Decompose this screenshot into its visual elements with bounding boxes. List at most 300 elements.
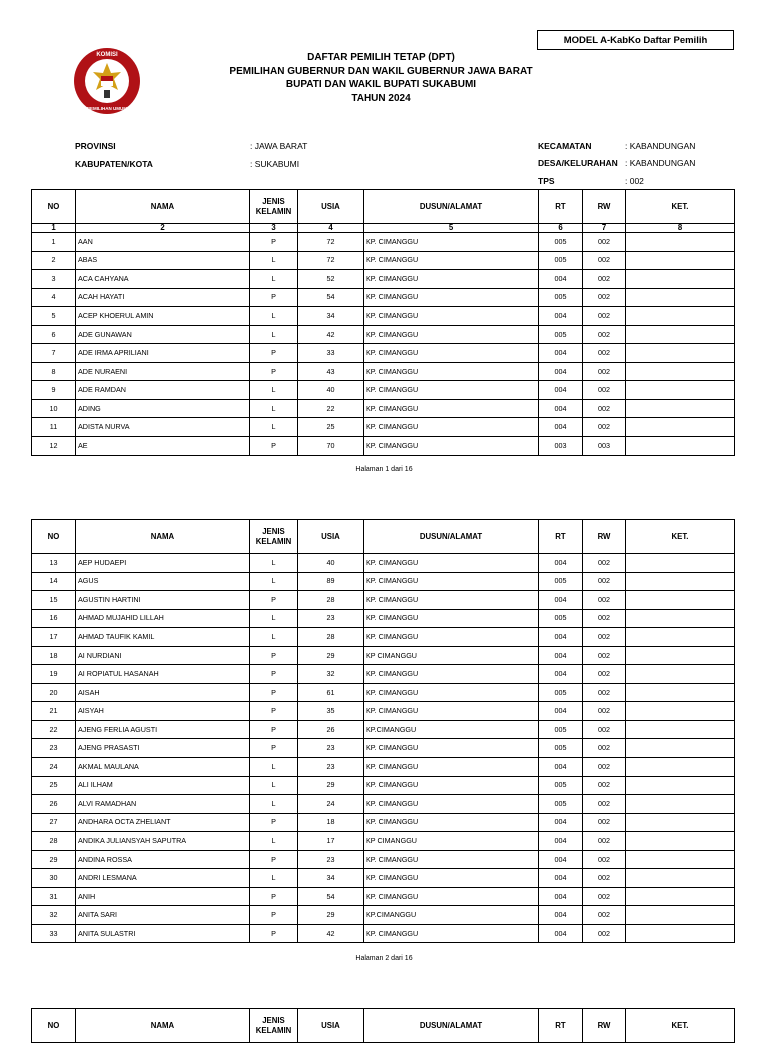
- cell-rw: 002: [583, 609, 626, 628]
- cell-ket: [626, 758, 735, 777]
- table-header-row: [32, 1009, 735, 1043]
- cell-no: 5: [32, 307, 76, 326]
- cell-nama: ADE RAMDAN: [76, 381, 250, 400]
- table-row: [32, 554, 735, 573]
- table-row: [32, 628, 735, 647]
- column-number: 2: [76, 224, 250, 233]
- cell-usia: 29: [298, 906, 364, 925]
- model-label: MODEL A-KabKo Daftar Pemilih: [537, 30, 734, 50]
- cell-jenis-kelamin: P: [250, 362, 298, 381]
- cell-rt: 005: [539, 795, 583, 814]
- column-header-rt: RT: [539, 1009, 583, 1043]
- cell-nama: ANITA SULASTRI: [76, 924, 250, 943]
- table-row: [32, 572, 735, 591]
- column-number: 3: [250, 224, 298, 233]
- column-header-rw: RW: [583, 1009, 626, 1043]
- cell-no: 30: [32, 869, 76, 888]
- cell-usia: 17: [298, 832, 364, 851]
- cell-jenis-kelamin: P: [250, 344, 298, 363]
- cell-nama: ABAS: [76, 251, 250, 270]
- cell-dusun-alamat: KP. CIMANGGU: [364, 887, 539, 906]
- cell-usia: 22: [298, 399, 364, 418]
- cell-usia: 72: [298, 251, 364, 270]
- cell-rt: 005: [539, 609, 583, 628]
- cell-usia: 61: [298, 683, 364, 702]
- voter-table-page-3: [31, 1008, 735, 1043]
- column-number: 7: [583, 224, 626, 233]
- cell-rt: 004: [539, 591, 583, 610]
- cell-dusun-alamat: KP. CIMANGGU: [364, 418, 539, 437]
- cell-jenis-kelamin: L: [250, 628, 298, 647]
- voter-table-page-2: [31, 519, 735, 943]
- table-row: [32, 906, 735, 925]
- document-title: [200, 51, 562, 105]
- cell-nama: ALVI RAMADHAN: [76, 795, 250, 814]
- column-header-jenis-kelamin: JENIS KELAMIN: [250, 1009, 298, 1043]
- cell-usia: 40: [298, 381, 364, 400]
- cell-nama: ADE IRMA APRILIANI: [76, 344, 250, 363]
- cell-usia: 43: [298, 362, 364, 381]
- cell-nama: ANDIKA JULIANSYAH SAPUTRA: [76, 832, 250, 851]
- cell-rt: 004: [539, 381, 583, 400]
- cell-rw: 002: [583, 869, 626, 888]
- cell-rt: 005: [539, 683, 583, 702]
- table-row: [32, 758, 735, 777]
- cell-usia: 72: [298, 233, 364, 252]
- cell-nama: ADE GUNAWAN: [76, 325, 250, 344]
- cell-dusun-alamat: KP. CIMANGGU: [364, 924, 539, 943]
- cell-no: 8: [32, 362, 76, 381]
- cell-ket: [626, 887, 735, 906]
- cell-jenis-kelamin: P: [250, 683, 298, 702]
- cell-usia: 18: [298, 813, 364, 832]
- cell-no: 6: [32, 325, 76, 344]
- cell-rt: 004: [539, 418, 583, 437]
- cell-rw: 002: [583, 758, 626, 777]
- cell-no: 11: [32, 418, 76, 437]
- cell-dusun-alamat: KP. CIMANGGU: [364, 270, 539, 289]
- cell-dusun-alamat: KP. CIMANGGU: [364, 288, 539, 307]
- cell-rw: 002: [583, 270, 626, 289]
- cell-jenis-kelamin: P: [250, 591, 298, 610]
- cell-usia: 40: [298, 554, 364, 573]
- title-line: DAFTAR PEMILIH TETAP (DPT): [307, 52, 455, 63]
- cell-rw: 002: [583, 307, 626, 326]
- cell-ket: [626, 418, 735, 437]
- cell-rt: 004: [539, 554, 583, 573]
- cell-usia: 42: [298, 325, 364, 344]
- cell-usia: 28: [298, 628, 364, 647]
- column-number: 1: [32, 224, 76, 233]
- cell-rw: 002: [583, 683, 626, 702]
- table-row: [32, 850, 735, 869]
- cell-nama: AJENG PRASASTI: [76, 739, 250, 758]
- cell-dusun-alamat: KP. CIMANGGU: [364, 554, 539, 573]
- cell-rw: 002: [583, 325, 626, 344]
- page-footer: Halaman 2 dari 16: [355, 955, 413, 962]
- column-header-nama: NAMA: [76, 190, 250, 224]
- cell-ket: [626, 609, 735, 628]
- table-row: [32, 270, 735, 289]
- cell-usia: 33: [298, 344, 364, 363]
- cell-ket: [626, 906, 735, 925]
- cell-dusun-alamat: KP. CIMANGGU: [364, 437, 539, 456]
- cell-jenis-kelamin: L: [250, 270, 298, 289]
- cell-no: 22: [32, 720, 76, 739]
- cell-rt: 004: [539, 344, 583, 363]
- cell-nama: AHMAD TAUFIK KAMIL: [76, 628, 250, 647]
- cell-nama: AGUSTIN HARTINI: [76, 591, 250, 610]
- column-number-row: [32, 224, 735, 233]
- cell-no: 19: [32, 665, 76, 684]
- cell-ket: [626, 554, 735, 573]
- meta-label-kecamatan: KECAMATAN: [538, 141, 592, 151]
- column-header-usia: USIA: [298, 520, 364, 554]
- cell-jenis-kelamin: L: [250, 572, 298, 591]
- table-row: [32, 739, 735, 758]
- column-header-rt: RT: [539, 190, 583, 224]
- cell-nama: ANDRI LESMANA: [76, 869, 250, 888]
- cell-no: 7: [32, 344, 76, 363]
- column-header-rt: RT: [539, 520, 583, 554]
- cell-jenis-kelamin: L: [250, 251, 298, 270]
- cell-ket: [626, 683, 735, 702]
- cell-usia: 42: [298, 924, 364, 943]
- cell-nama: ADING: [76, 399, 250, 418]
- cell-usia: 89: [298, 572, 364, 591]
- cell-nama: AKMAL MAULANA: [76, 758, 250, 777]
- cell-rt: 004: [539, 665, 583, 684]
- cell-rw: 002: [583, 233, 626, 252]
- cell-jenis-kelamin: L: [250, 325, 298, 344]
- table-row: [32, 869, 735, 888]
- cell-usia: 32: [298, 665, 364, 684]
- cell-usia: 23: [298, 850, 364, 869]
- column-header-no: NO: [32, 520, 76, 554]
- column-header-ket: KET.: [626, 520, 735, 554]
- column-header-jenis-kelamin: JENIS KELAMIN: [250, 520, 298, 554]
- cell-ket: [626, 720, 735, 739]
- cell-jenis-kelamin: L: [250, 418, 298, 437]
- cell-nama: AISYAH: [76, 702, 250, 721]
- table-row: [32, 307, 735, 326]
- column-header-jenis-kelamin: JENIS KELAMIN: [250, 190, 298, 224]
- cell-usia: 25: [298, 418, 364, 437]
- cell-usia: 26: [298, 720, 364, 739]
- cell-rt: 005: [539, 325, 583, 344]
- cell-jenis-kelamin: L: [250, 795, 298, 814]
- cell-no: 1: [32, 233, 76, 252]
- page-footer: Halaman 1 dari 16: [355, 466, 413, 473]
- cell-jenis-kelamin: L: [250, 307, 298, 326]
- cell-no: 31: [32, 887, 76, 906]
- cell-ket: [626, 251, 735, 270]
- cell-no: 33: [32, 924, 76, 943]
- cell-rw: 002: [583, 813, 626, 832]
- cell-no: 24: [32, 758, 76, 777]
- cell-no: 20: [32, 683, 76, 702]
- cell-rw: 002: [583, 288, 626, 307]
- cell-rw: 002: [583, 924, 626, 943]
- cell-jenis-kelamin: P: [250, 646, 298, 665]
- cell-usia: 52: [298, 270, 364, 289]
- cell-no: 23: [32, 739, 76, 758]
- cell-dusun-alamat: KP. CIMANGGU: [364, 344, 539, 363]
- voter-table-page-1: [31, 189, 735, 456]
- meta-label-provinsi: PROVINSI: [75, 141, 116, 151]
- cell-jenis-kelamin: P: [250, 702, 298, 721]
- cell-ket: [626, 344, 735, 363]
- column-number: 6: [539, 224, 583, 233]
- title-line: BUPATI DAN WAKIL BUPATI SUKABUMI: [285, 79, 477, 90]
- meta-label-desa: DESA/KELURAHAN: [538, 158, 618, 168]
- cell-dusun-alamat: KP. CIMANGGU: [364, 628, 539, 647]
- cell-rw: 002: [583, 720, 626, 739]
- column-header-dusun-alamat: DUSUN/ALAMAT: [364, 520, 539, 554]
- cell-rw: 002: [583, 887, 626, 906]
- cell-nama: AE: [76, 437, 250, 456]
- cell-dusun-alamat: KP. CIMANGGU: [364, 251, 539, 270]
- cell-nama: ANDHARA OCTA ZHELIANT: [76, 813, 250, 832]
- cell-no: 28: [32, 832, 76, 851]
- cell-ket: [626, 869, 735, 888]
- column-header-no: NO: [32, 1009, 76, 1043]
- cell-dusun-alamat: KP. CIMANGGU: [364, 572, 539, 591]
- table-header-row: [32, 190, 735, 224]
- cell-usia: 54: [298, 288, 364, 307]
- cell-jenis-kelamin: P: [250, 813, 298, 832]
- cell-rw: 002: [583, 628, 626, 647]
- cell-ket: [626, 702, 735, 721]
- cell-ket: [626, 325, 735, 344]
- cell-ket: [626, 572, 735, 591]
- cell-rt: 005: [539, 776, 583, 795]
- cell-dusun-alamat: KP. CIMANGGU: [364, 325, 539, 344]
- cell-nama: AEP HUDAEPI: [76, 554, 250, 573]
- column-header-rw: RW: [583, 520, 626, 554]
- table-row: [32, 665, 735, 684]
- cell-nama: AGUS: [76, 572, 250, 591]
- cell-rt: 004: [539, 906, 583, 925]
- cell-usia: 29: [298, 776, 364, 795]
- cell-usia: 54: [298, 887, 364, 906]
- cell-rw: 002: [583, 381, 626, 400]
- svg-text:PEMILIHAN UMUM: PEMILIHAN UMUM: [87, 106, 127, 111]
- cell-jenis-kelamin: P: [250, 887, 298, 906]
- cell-nama: ANDINA ROSSA: [76, 850, 250, 869]
- cell-jenis-kelamin: L: [250, 554, 298, 573]
- cell-jenis-kelamin: P: [250, 233, 298, 252]
- cell-rt: 003: [539, 437, 583, 456]
- cell-rw: 002: [583, 832, 626, 851]
- cell-jenis-kelamin: P: [250, 665, 298, 684]
- column-header-usia: USIA: [298, 1009, 364, 1043]
- table-row: [32, 399, 735, 418]
- cell-rt: 005: [539, 739, 583, 758]
- cell-rt: 005: [539, 720, 583, 739]
- meta-label-tps: TPS: [538, 176, 555, 186]
- cell-ket: [626, 665, 735, 684]
- table-row: [32, 683, 735, 702]
- cell-ket: [626, 924, 735, 943]
- column-header-nama: NAMA: [76, 520, 250, 554]
- cell-nama: AHMAD MUJAHID LILLAH: [76, 609, 250, 628]
- cell-no: 17: [32, 628, 76, 647]
- cell-ket: [626, 233, 735, 252]
- cell-rw: 002: [583, 399, 626, 418]
- cell-rt: 004: [539, 307, 583, 326]
- cell-no: 3: [32, 270, 76, 289]
- cell-rw: 002: [583, 591, 626, 610]
- cell-usia: 28: [298, 591, 364, 610]
- cell-rw: 002: [583, 739, 626, 758]
- cell-dusun-alamat: KP. CIMANGGU: [364, 399, 539, 418]
- cell-no: 21: [32, 702, 76, 721]
- cell-dusun-alamat: KP. CIMANGGU: [364, 683, 539, 702]
- cell-rt: 005: [539, 251, 583, 270]
- cell-jenis-kelamin: L: [250, 381, 298, 400]
- cell-ket: [626, 832, 735, 851]
- cell-ket: [626, 813, 735, 832]
- cell-dusun-alamat: KP. CIMANGGU: [364, 869, 539, 888]
- meta-label-kabupaten: KABUPATEN/KOTA: [75, 159, 153, 169]
- table-row: [32, 795, 735, 814]
- cell-rt: 004: [539, 628, 583, 647]
- cell-jenis-kelamin: P: [250, 739, 298, 758]
- cell-rw: 002: [583, 251, 626, 270]
- cell-nama: ADISTA NURVA: [76, 418, 250, 437]
- cell-no: 13: [32, 554, 76, 573]
- table-row: [32, 381, 735, 400]
- cell-rw: 002: [583, 572, 626, 591]
- cell-no: 14: [32, 572, 76, 591]
- cell-ket: [626, 362, 735, 381]
- cell-rw: 002: [583, 702, 626, 721]
- table-header-row: [32, 520, 735, 554]
- cell-jenis-kelamin: L: [250, 758, 298, 777]
- column-header-dusun-alamat: DUSUN/ALAMAT: [364, 1009, 539, 1043]
- cell-dusun-alamat: KP. CIMANGGU: [364, 758, 539, 777]
- cell-usia: 34: [298, 307, 364, 326]
- cell-no: 27: [32, 813, 76, 832]
- table-row: [32, 325, 735, 344]
- column-number: 4: [298, 224, 364, 233]
- table-row: [32, 646, 735, 665]
- table-row: [32, 233, 735, 252]
- cell-usia: 24: [298, 795, 364, 814]
- table-row: [32, 832, 735, 851]
- cell-rt: 004: [539, 270, 583, 289]
- cell-no: 26: [32, 795, 76, 814]
- cell-jenis-kelamin: P: [250, 924, 298, 943]
- cell-dusun-alamat: KP. CIMANGGU: [364, 609, 539, 628]
- cell-usia: 34: [298, 869, 364, 888]
- cell-dusun-alamat: KP CIMANGGU: [364, 832, 539, 851]
- column-header-dusun-alamat: DUSUN/ALAMAT: [364, 190, 539, 224]
- cell-rt: 004: [539, 758, 583, 777]
- cell-usia: 35: [298, 702, 364, 721]
- cell-no: 12: [32, 437, 76, 456]
- table-row: [32, 813, 735, 832]
- cell-nama: AI ROPIATUL HASANAH: [76, 665, 250, 684]
- cell-nama: AISAH: [76, 683, 250, 702]
- cell-rt: 004: [539, 887, 583, 906]
- cell-jenis-kelamin: P: [250, 720, 298, 739]
- cell-usia: 70: [298, 437, 364, 456]
- cell-ket: [626, 437, 735, 456]
- cell-dusun-alamat: KP. CIMANGGU: [364, 702, 539, 721]
- svg-text:KOMISI: KOMISI: [96, 52, 118, 58]
- cell-dusun-alamat: KP. CIMANGGU: [364, 850, 539, 869]
- cell-no: 2: [32, 251, 76, 270]
- column-header-usia: USIA: [298, 190, 364, 224]
- cell-rw: 002: [583, 646, 626, 665]
- cell-jenis-kelamin: P: [250, 288, 298, 307]
- cell-no: 32: [32, 906, 76, 925]
- cell-no: 9: [32, 381, 76, 400]
- table-row: [32, 924, 735, 943]
- title-line: TAHUN 2024: [351, 92, 411, 104]
- cell-rt: 004: [539, 399, 583, 418]
- table-row: [32, 887, 735, 906]
- cell-usia: 29: [298, 646, 364, 665]
- meta-value-desa: : KABANDUNGAN: [625, 158, 696, 168]
- table-row: [32, 591, 735, 610]
- cell-ket: [626, 795, 735, 814]
- cell-dusun-alamat: KP. CIMANGGU: [364, 795, 539, 814]
- cell-nama: AI NURDIANI: [76, 646, 250, 665]
- column-header-nama: NAMA: [76, 1009, 250, 1043]
- cell-jenis-kelamin: P: [250, 437, 298, 456]
- cell-dusun-alamat: KP. CIMANGGU: [364, 381, 539, 400]
- cell-no: 4: [32, 288, 76, 307]
- cell-nama: AAN: [76, 233, 250, 252]
- cell-ket: [626, 591, 735, 610]
- cell-dusun-alamat: KP. CIMANGGU: [364, 776, 539, 795]
- cell-ket: [626, 381, 735, 400]
- cell-rw: 002: [583, 362, 626, 381]
- cell-rw: 002: [583, 850, 626, 869]
- cell-rt: 004: [539, 646, 583, 665]
- cell-rt: 005: [539, 233, 583, 252]
- cell-no: 29: [32, 850, 76, 869]
- cell-ket: [626, 399, 735, 418]
- table-row: [32, 418, 735, 437]
- table-row: [32, 720, 735, 739]
- table-row: [32, 288, 735, 307]
- title-line: PEMILIHAN GUBERNUR DAN WAKIL GUBERNUR JAWA BARAT: [229, 65, 533, 77]
- cell-no: 18: [32, 646, 76, 665]
- cell-jenis-kelamin: P: [250, 906, 298, 925]
- cell-nama: ANITA SARI: [76, 906, 250, 925]
- cell-rt: 004: [539, 702, 583, 721]
- cell-rt: 004: [539, 850, 583, 869]
- cell-rw: 002: [583, 344, 626, 363]
- meta-value-kecamatan: : KABANDUNGAN: [625, 141, 696, 151]
- cell-ket: [626, 776, 735, 795]
- cell-nama: ACEP KHOERUL AMIN: [76, 307, 250, 326]
- cell-rt: 004: [539, 813, 583, 832]
- meta-value-provinsi: : JAWA BARAT: [250, 141, 308, 151]
- cell-nama: ANIH: [76, 887, 250, 906]
- cell-dusun-alamat: KP. CIMANGGU: [364, 813, 539, 832]
- cell-usia: 23: [298, 739, 364, 758]
- cell-ket: [626, 646, 735, 665]
- cell-no: 10: [32, 399, 76, 418]
- column-number: 5: [364, 224, 539, 233]
- table-row: [32, 362, 735, 381]
- cell-no: 25: [32, 776, 76, 795]
